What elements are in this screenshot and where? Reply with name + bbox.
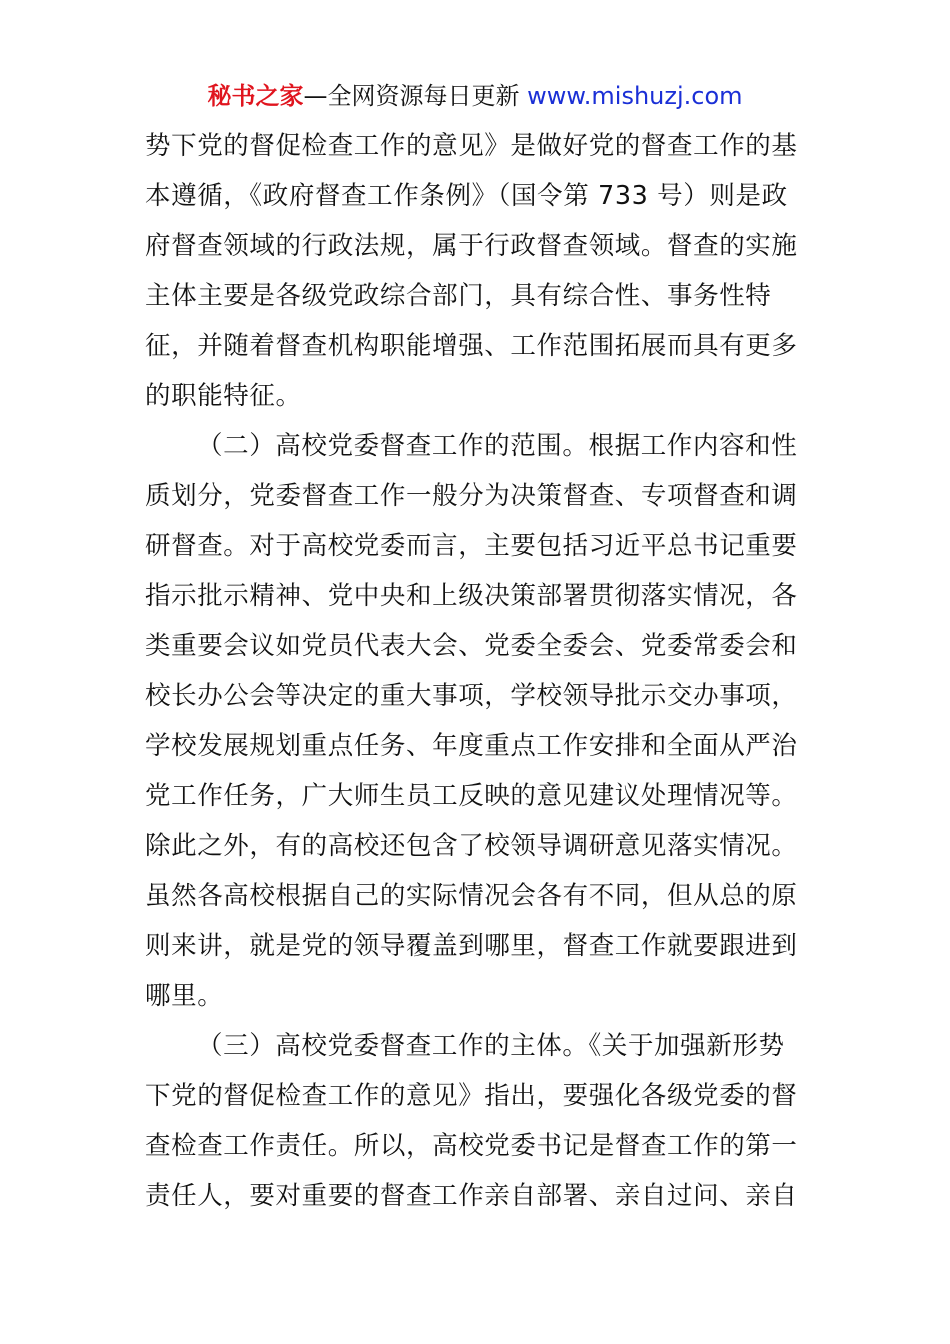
- text-line: 责任人，要对重要的督查工作亲自部署、亲自过问、亲自: [145, 1181, 798, 1211]
- text-line: 虽然各高校根据自己的实际情况会各有不同，但从总的原: [145, 881, 798, 911]
- text-line: 除此之外，有的高校还包含了校领导调研意见落实情况。: [145, 831, 798, 861]
- text-line: 学校发展规划重点任务、年度重点工作安排和全面从严治: [145, 731, 798, 761]
- text-line: 研督查。对于高校党委而言，主要包括习近平总书记重要: [145, 531, 798, 561]
- header-tagline: —全网资源每日更新: [303, 82, 520, 110]
- text-line: 查检查工作责任。所以，高校党委书记是督查工作的第一: [145, 1131, 798, 1161]
- text-line: 的职能特征。: [145, 381, 302, 411]
- text-line: 势下党的督促检查工作的意见》是做好党的督查工作的基: [145, 131, 798, 161]
- brand-name: 秘书之家: [207, 82, 304, 110]
- text-line: 府督查领域的行政法规，属于行政督查领域。督查的实施: [145, 231, 798, 261]
- text-line: 质划分，党委督查工作一般分为决策督查、专项督查和调: [145, 481, 798, 511]
- text-line: 则来讲，就是党的领导覆盖到哪里，督查工作就要跟进到: [145, 931, 798, 961]
- paragraph-start-line: （三）高校党委督查工作的主体。《关于加强新形势: [197, 1031, 785, 1061]
- text-line: 哪里。: [145, 981, 224, 1011]
- text-line: 征，并随着督查机构职能增强、工作范围拓展而具有更多: [145, 331, 798, 361]
- text-line: 下党的督促检查工作的意见》指出，要强化各级党委的督: [145, 1081, 798, 1111]
- site-url[interactable]: www.mishuzj.com: [527, 82, 743, 110]
- document-body: [145, 121, 810, 1221]
- text-line: 指示批示精神、党中央和上级决策部署贯彻落实情况，各: [145, 581, 798, 611]
- text-line: 主体主要是各级党政综合部门，具有综合性、事务性特: [145, 281, 772, 311]
- text-line: 类重要会议如党员代表大会、党委全委会、党委常委会和: [145, 631, 798, 661]
- text-line: 校长办公会等决定的重大事项，学校领导批示交办事项，: [145, 681, 798, 711]
- text-line: 党工作任务，广大师生员工反映的意见建议处理情况等。: [145, 781, 798, 811]
- text-line: 本遵循，《政府督查工作条例》（国令第 733 号）则是政: [145, 181, 788, 211]
- paragraph-start-line: （二）高校党委督查工作的范围。根据工作内容和性: [197, 431, 798, 461]
- site-header: [0, 80, 950, 112]
